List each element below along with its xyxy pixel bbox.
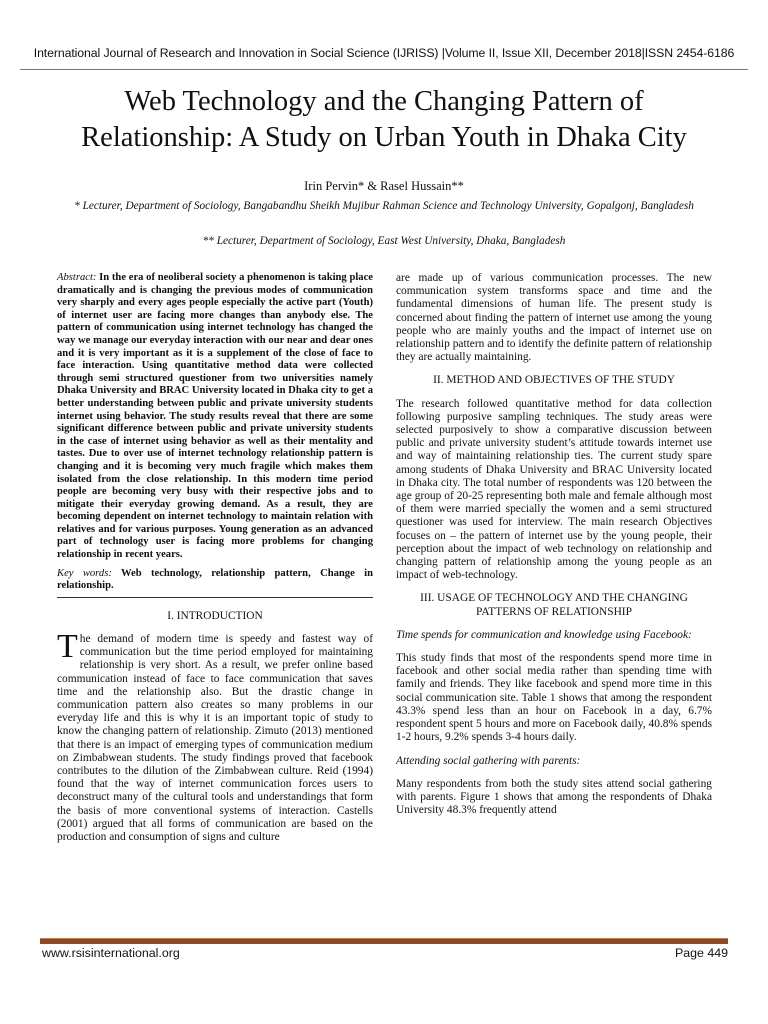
facebook-time-paragraph: This study finds that most of the respondents spend more time in facebook and other social media rather than spending time with family and friends. They like facebook and spend more time in this social communication site. Table 1 shows that among the respondent 43.3% spend less than an hour on Facebook in a day, 6.7% respondent spent 5 hours and more on Facebook daily, 40.8% spends 1-2 hours, 9.2% spends 3-4 hours daily.	[396, 652, 712, 744]
section-heading-usage	[396, 592, 712, 618]
introduction-continued: are made up of various communication processes. The new communication system transforms space and time and the fundamental dimensions of human life. The present study is concerned about finding the pattern of internet use among the young people who are mainly youths and the impact of internet use on relationship pattern and to identify the definite pattern of relationship they are actually maintaining.	[396, 272, 712, 364]
footer-rule	[40, 938, 728, 944]
drop-cap: T	[57, 628, 78, 666]
footer-url: www.rsisinternational.org	[42, 946, 180, 960]
abstract-label: Abstract:	[57, 272, 97, 283]
social-gathering-paragraph: Many respondents from both the study sites attend social gathering with parents. Figure 1 shows that among the respondents of Dhaka University 48.3% frequently attend	[396, 777, 712, 817]
keywords-label: Key words:	[57, 567, 112, 579]
title-line-1: Web Technology and the Changing Pattern of	[124, 86, 644, 117]
authors: Irin Pervin* & Rasel Hussain**	[304, 179, 464, 193]
introduction-text: he demand of modern time is speedy and fastest way of communication but the time period employed for maintaining relationship is very short. As a result, we prefer online based communication instead of face to face communication that saves time and the relationship also. But the drastic change in communication pattern also creates so many problems in our everyday life and this is why it is an important topic of study to know the changing pattern of relationship. Zimuto (2013) mentioned that there is an impact of emerging types of communication medium on Zimbabwean students. The study findings proved that facebook contributes to the dilution of the Zimbabwean culture. Reid (1994) found that the way of internet communication forces users to deconstruct many of the cultural tools and understandings that form the basis of more conventional systems of interaction. Castells (2001) argued that all forms of communication are based on the production and consumption of signs and culture	[57, 633, 373, 844]
subheading-facebook-time: Time spends for communication and knowledge using Facebook:	[396, 628, 692, 641]
abstract	[57, 272, 373, 562]
journal-header: International Journal of Research and Innovation in Social Science (IJRISS) |Volume II, Issue XII, December 2018|ISSN 2454-6186	[33, 46, 735, 60]
usage-heading-line-1: III. USAGE OF TECHNOLOGY AND THE CHANGING	[420, 592, 688, 605]
affiliation-2: ** Lecturer, Department of Sociology, East West University, Dhaka, Bangladesh	[202, 235, 566, 247]
affiliation-1: * Lecturer, Department of Sociology, Bangabandhu Sheikh Mujibur Rahman Science and Technology University, Gopalgonj, Bangladesh	[74, 200, 694, 212]
abstract-text: In the era of neoliberal society a phenomenon is taking place dramatically and is changing the previous modes of communication very sharply and every ages people especially the active part (Youth) of internet user are facing more changes than anybody else. The pattern of communication using internet technology has changed the way we manage our everyday interaction with our near and dear ones and it is very important as it is a supplement of the close of face to face interaction. Using quantitative method data were collected through semi structured questioner from two universities namely Dhaka University and BRAC University located in Dhaka city to get a better understanding between public and private university students internet using behavior. The study results reveal that there are some significant difference between public and private university students in the case of internet using behavior as well as their mentality and tastes. Due to over use of internet technology relationship pattern is changing and it is becoming very much fragile which makes them isolated from the close relationship. In this modern time period people are becoming very busy with their respective jobs and to mitigate their everyday growing demand. As a result, they are becoming dependent on internet technology to maintain relation with relatives and for various purposes. Young generation as an advanced part of technology user is facing more problems for changing relationship in recent years.	[57, 272, 373, 561]
section-heading-introduction: I. INTRODUCTION	[167, 609, 263, 622]
right-column	[396, 272, 712, 827]
section-heading-method: II. METHOD AND OBJECTIVES OF THE STUDY	[433, 374, 675, 387]
paper-title	[40, 84, 728, 156]
left-column	[57, 272, 373, 854]
keywords-text: Web technology, relationship pattern, Change in relationship.	[57, 567, 373, 592]
subheading-social-gathering: Attending social gathering with parents:	[396, 754, 581, 767]
page-number: Page 449	[674, 946, 728, 960]
keywords	[57, 568, 373, 597]
keywords-rule	[57, 597, 373, 598]
title-line-2: Relationship: A Study on Urban Youth in Dhaka City	[81, 122, 687, 153]
header-rule	[20, 69, 748, 70]
introduction-paragraph	[57, 628, 373, 844]
method-paragraph: The research followed quantitative method for data collection following purposive sampling techniques. The study areas were selected purposively to show a comparative discussion between public and private university student’s attitude towards internet use and way of maintaining relationship ties. The current study spare among students of Dhaka University and BRAC University located in Dhaka city. The total number of respondents was 120 between the age group of 20-25 representing both male and female although most of them were married specially the women and a semi structured questioner was used for interview. The main research Objectives focuses on – the pattern of internet use by the young people, their perception about the impact of web technology on relationship and changing pattern of relationship among the young people as an impact of web-technology.	[396, 397, 712, 582]
usage-heading-line-2: PATTERNS OF RELATIONSHIP	[476, 605, 632, 618]
